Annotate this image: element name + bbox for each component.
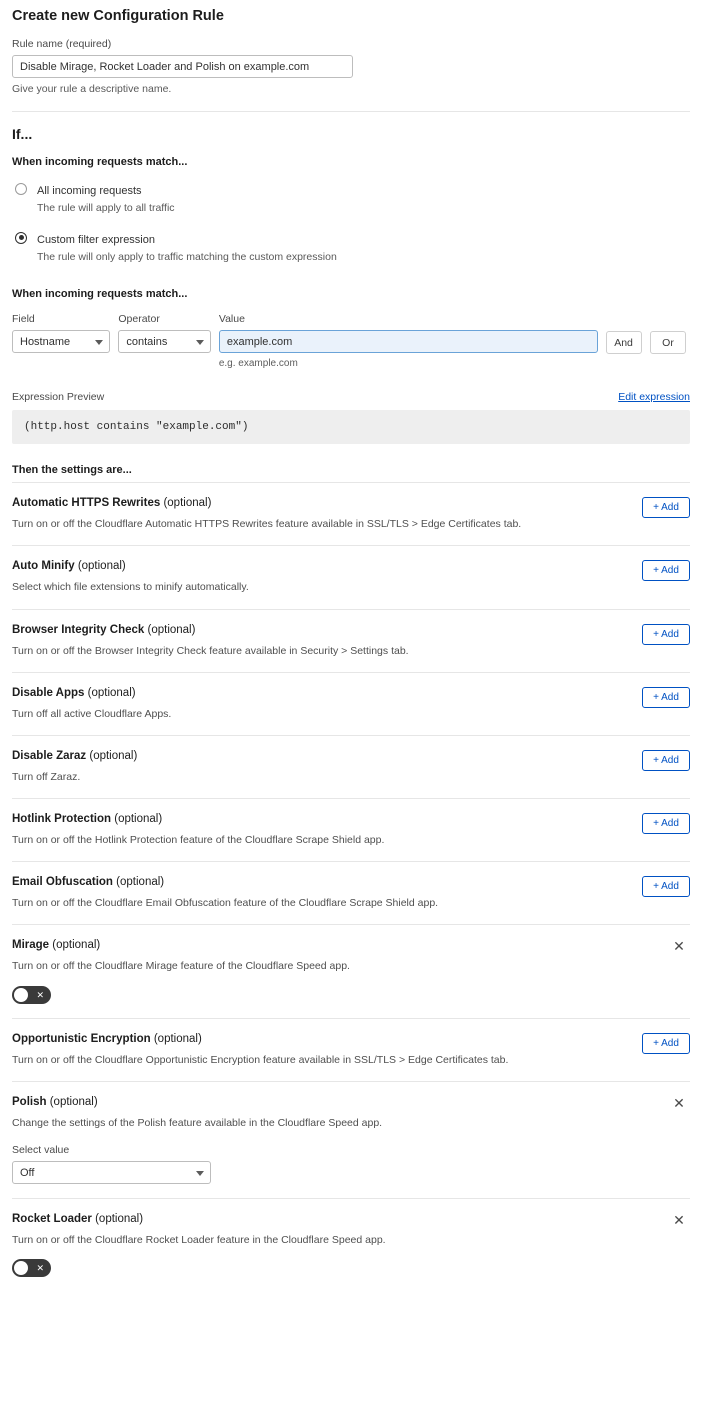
- expression-preview-box: (http.host contains "example.com"): [12, 410, 690, 444]
- match-label-filter: When incoming requests match...: [12, 288, 188, 301]
- rule-name-group: [12, 38, 690, 95]
- setting-optional: (optional): [147, 623, 196, 636]
- setting-description: Turn off all active Cloudflare Apps.: [12, 707, 172, 720]
- setting-title: [12, 497, 690, 509]
- setting-optional: (optional): [116, 876, 165, 889]
- setting-optional: (optional): [163, 497, 212, 510]
- setting-description: Change the settings of the Polish feature available in the Cloudflare Speed app.: [12, 1116, 383, 1129]
- setting-description: Turn on or off the Cloudflare Automatic HTTPS Rewrites feature available in SSL/TLS > Edge Certificates tab.: [12, 518, 522, 531]
- setting-description: Turn off Zaraz.: [12, 770, 81, 783]
- setting-description: Turn on or off the Cloudflare Email Obfuscation feature of the Cloudflare Scrape Shield app.: [12, 897, 439, 910]
- polish-select[interactable]: [12, 1161, 211, 1184]
- select-value-label: Select value: [12, 1144, 70, 1156]
- or-button[interactable]: Or: [650, 331, 686, 354]
- field-label: Field: [12, 313, 35, 326]
- setting-name: Polish: [12, 1095, 47, 1108]
- setting-name: Automatic HTTPS Rewrites: [12, 497, 161, 510]
- setting-optional: (optional): [153, 1032, 202, 1045]
- mirage-toggle[interactable]: [12, 986, 51, 1004]
- setting-title: [12, 939, 690, 951]
- setting-title: [12, 560, 690, 572]
- toggle-knob: [14, 988, 28, 1002]
- setting-name: Disable Zaraz: [12, 749, 87, 762]
- setting-browser-integrity-check: [12, 609, 690, 672]
- setting-hotlink-protection: [12, 798, 690, 861]
- setting-title: [12, 1096, 690, 1108]
- add-button[interactable]: + Add: [642, 813, 690, 834]
- expression-preview-header: [12, 391, 690, 403]
- chevron-down-icon: [196, 1171, 204, 1176]
- add-button[interactable]: + Add: [642, 624, 690, 645]
- setting-optional: (optional): [95, 1213, 144, 1225]
- field-select[interactable]: [12, 330, 110, 353]
- value-label: Value: [218, 313, 245, 326]
- setting-name: Rocket Loader: [12, 1213, 92, 1225]
- setting-description: Turn on or off the Browser Integrity Check feature available in Security > Settings tab.: [12, 644, 409, 657]
- setting-optional: (optional): [49, 1095, 98, 1108]
- setting-name: Hotlink Protection: [12, 813, 112, 826]
- page-title: Create new Configuration Rule: [12, 8, 224, 24]
- rule-name-label: Rule name (required): [12, 38, 112, 50]
- setting-description: Turn on or off the Cloudflare Opportunistic Encryption feature available in SSL/TLS > Edge Certificates tab.: [12, 1053, 509, 1066]
- rule-name-input[interactable]: [12, 55, 353, 78]
- toggle-off-icon: ✕: [36, 1263, 44, 1274]
- setting-optional: (optional): [89, 749, 138, 762]
- setting-name: Mirage: [12, 939, 50, 952]
- setting-name: Disable Apps: [12, 686, 85, 699]
- match-label-top: When incoming requests match...: [12, 156, 188, 168]
- setting-auto-minify: [12, 545, 690, 608]
- setting-disable-apps: [12, 672, 690, 735]
- value-hint: e.g. example.com: [218, 358, 298, 370]
- add-button[interactable]: + Add: [642, 1033, 690, 1054]
- rule-name-help: Give your rule a descriptive name.: [12, 83, 172, 95]
- if-heading: If...: [12, 126, 33, 142]
- setting-name: Browser Integrity Check: [12, 623, 145, 636]
- setting-optional: (optional): [114, 813, 163, 826]
- then-heading: Then the settings are...: [12, 464, 132, 477]
- setting-rocket-loader: [12, 1198, 690, 1291]
- setting-optional: (optional): [87, 686, 136, 699]
- filter-operator-group: [118, 313, 210, 353]
- toggle-knob: [14, 1261, 28, 1275]
- radio-icon-checked[interactable]: [15, 232, 27, 244]
- rocket-loader-toggle[interactable]: [12, 1259, 51, 1277]
- setting-name: Auto Minify: [12, 560, 75, 573]
- setting-automatic-https-rewrites: [12, 482, 690, 545]
- setting-polish: [12, 1081, 690, 1198]
- polish-select-value: Off: [20, 1166, 35, 1179]
- add-button[interactable]: + Add: [642, 560, 690, 581]
- radio-custom-filter-expression[interactable]: [12, 230, 690, 265]
- expression-preview-label: Expression Preview: [12, 391, 105, 404]
- operator-select[interactable]: [118, 330, 210, 353]
- operator-select-value: contains: [126, 335, 168, 348]
- setting-disable-zaraz: [12, 735, 690, 798]
- add-button[interactable]: + Add: [642, 497, 690, 518]
- radio-label-all: All incoming requests: [37, 185, 142, 197]
- chevron-down-icon: [196, 340, 204, 345]
- setting-description: Turn on or off the Hotlink Protection feature of the Cloudflare Scrape Shield app.: [12, 834, 385, 847]
- and-button[interactable]: And: [606, 331, 642, 354]
- setting-optional: (optional): [52, 939, 101, 952]
- add-button[interactable]: + Add: [642, 687, 690, 708]
- setting-title: [12, 876, 690, 888]
- setting-name: Email Obfuscation: [12, 876, 113, 889]
- setting-name: Opportunistic Encryption: [12, 1032, 151, 1045]
- filter-row: [12, 313, 690, 369]
- setting-title: [12, 1033, 690, 1045]
- setting-title: [12, 1213, 690, 1225]
- filter-field-group: [12, 313, 110, 353]
- setting-description: Turn on or off the Cloudflare Rocket Loader feature in the Cloudflare Speed app.: [12, 1234, 386, 1246]
- setting-optional: (optional): [77, 560, 126, 573]
- setting-description: Select which file extensions to minify automatically.: [12, 581, 249, 594]
- setting-title: [12, 687, 690, 699]
- setting-title: [12, 750, 690, 762]
- close-icon[interactable]: ✕: [673, 938, 685, 955]
- setting-opportunistic-encryption: [12, 1018, 690, 1081]
- radio-sub-all: The rule will apply to all traffic: [37, 202, 175, 214]
- radio-sub-custom: The rule will only apply to traffic matching the custom expression: [37, 250, 337, 263]
- radio-icon-unchecked[interactable]: [15, 183, 27, 195]
- divider: [12, 111, 690, 112]
- add-button[interactable]: + Add: [642, 750, 690, 771]
- close-icon[interactable]: ✕: [673, 1212, 685, 1228]
- radio-all-incoming-requests[interactable]: [12, 181, 690, 216]
- chevron-down-icon: [95, 340, 103, 345]
- setting-title: [12, 624, 690, 636]
- filter-value-group: [219, 313, 598, 369]
- setting-description: Turn on or off the Cloudflare Mirage feature of the Cloudflare Speed app.: [12, 960, 350, 973]
- edit-expression-link[interactable]: Edit expression: [618, 391, 690, 404]
- and-or-group: [606, 313, 690, 354]
- toggle-off-icon: ✕: [36, 989, 44, 1000]
- field-select-value: Hostname: [20, 335, 71, 348]
- add-button[interactable]: + Add: [642, 876, 690, 897]
- radio-label-custom: Custom filter expression: [37, 233, 155, 246]
- setting-email-obfuscation: [12, 861, 690, 924]
- value-input[interactable]: [219, 330, 598, 353]
- setting-mirage: [12, 924, 690, 1017]
- close-icon[interactable]: ✕: [673, 1094, 685, 1111]
- setting-title: [12, 813, 690, 825]
- operator-label: Operator: [118, 313, 160, 326]
